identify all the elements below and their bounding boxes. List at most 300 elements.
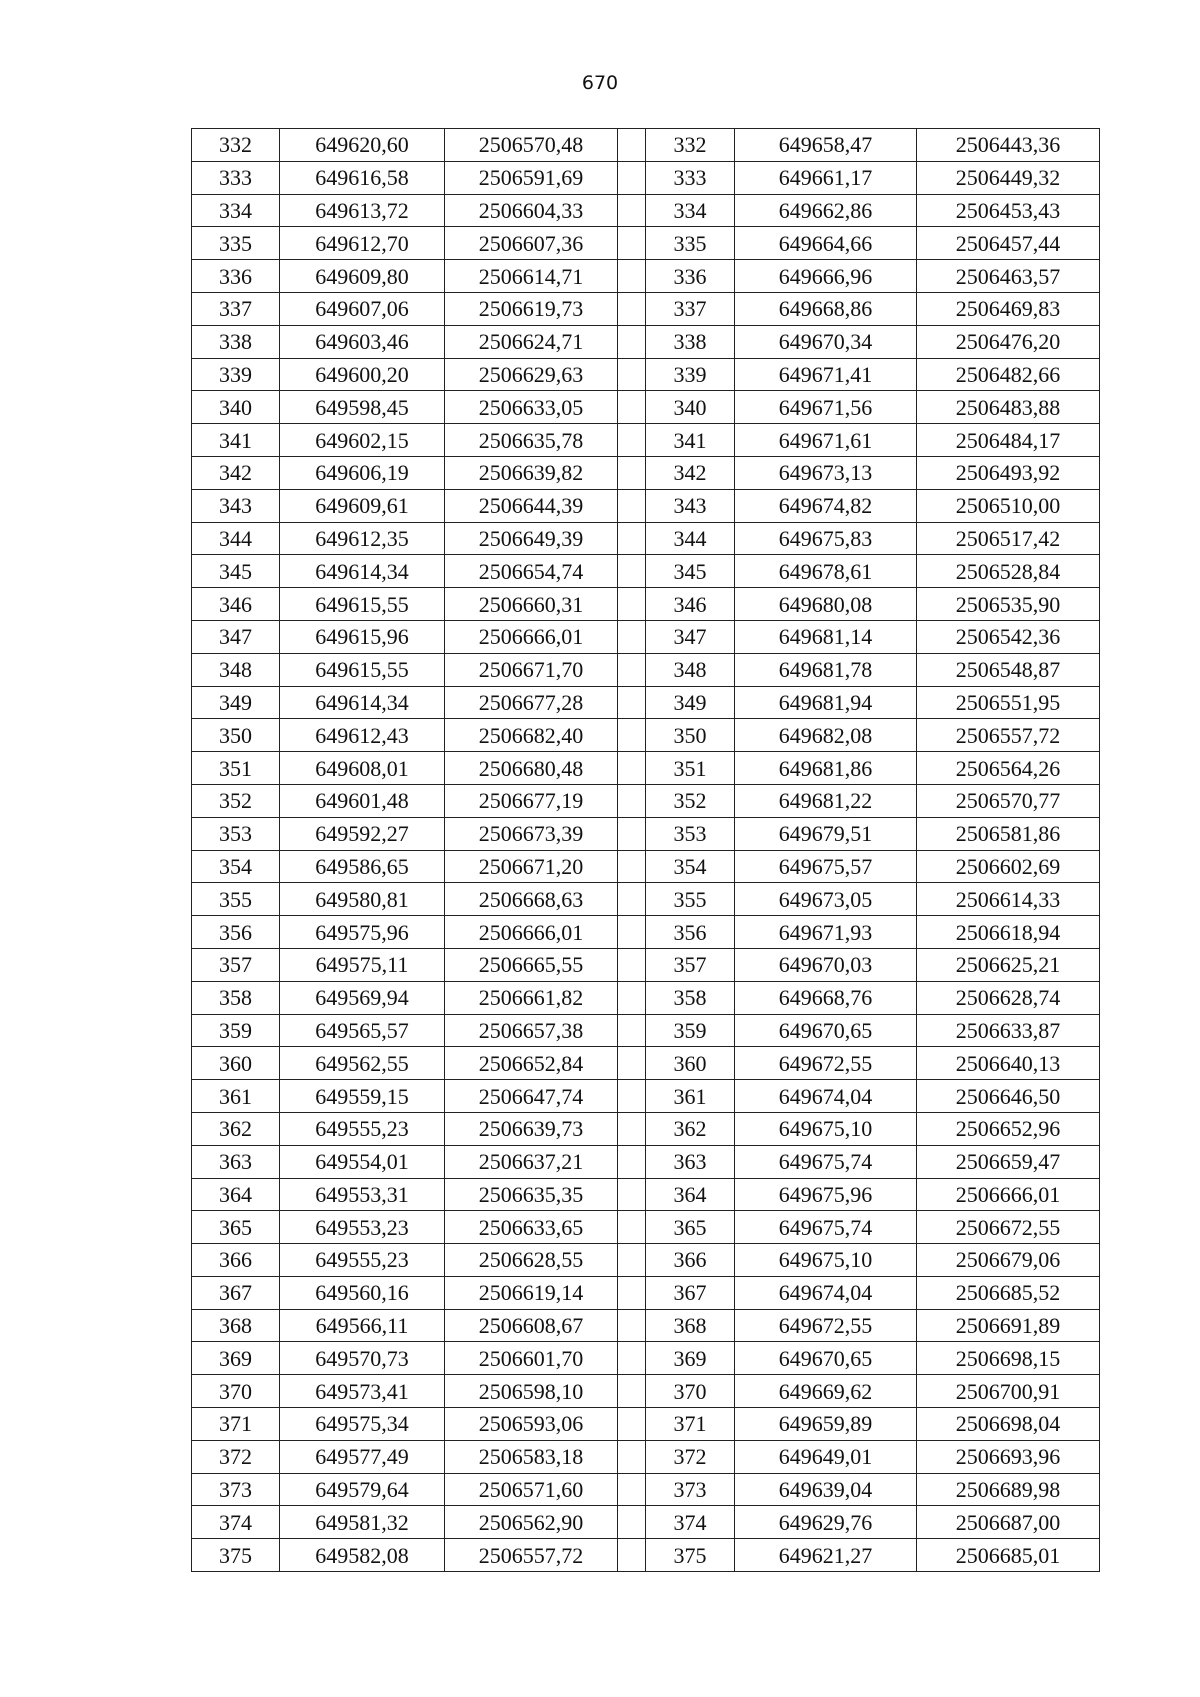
- left-y-coordinate-cell: 2506557,72: [445, 1539, 618, 1572]
- right-y-coordinate-cell: 2506557,72: [917, 719, 1100, 752]
- left-point-number-cell: 368: [192, 1309, 280, 1342]
- table-row: [192, 456, 1100, 489]
- right-point-number-cell: 365: [646, 1211, 735, 1244]
- spacer-cell: [618, 784, 646, 817]
- table-row: [192, 1506, 1100, 1539]
- left-y-coordinate-cell: 2506583,18: [445, 1440, 618, 1473]
- left-y-coordinate-cell: 2506601,70: [445, 1342, 618, 1375]
- right-point-number-cell: 375: [646, 1539, 735, 1572]
- right-x-coordinate-cell: 649681,86: [735, 752, 917, 785]
- left-y-coordinate-cell: 2506607,36: [445, 227, 618, 260]
- right-x-coordinate-cell: 649673,05: [735, 883, 917, 916]
- left-point-number-cell: 332: [192, 129, 280, 162]
- left-x-coordinate-cell: 649573,41: [280, 1375, 445, 1408]
- left-point-number-cell: 354: [192, 850, 280, 883]
- right-x-coordinate-cell: 649680,08: [735, 588, 917, 621]
- left-point-number-cell: 346: [192, 588, 280, 621]
- spacer-cell: [618, 817, 646, 850]
- right-x-coordinate-cell: 649675,74: [735, 1211, 917, 1244]
- left-x-coordinate-cell: 649612,35: [280, 522, 445, 555]
- spacer-cell: [618, 1276, 646, 1309]
- right-point-number-cell: 364: [646, 1178, 735, 1211]
- spacer-cell: [618, 1047, 646, 1080]
- spacer-cell: [618, 227, 646, 260]
- right-y-coordinate-cell: 2506484,17: [917, 424, 1100, 457]
- right-point-number-cell: 337: [646, 292, 735, 325]
- left-point-number-cell: 339: [192, 358, 280, 391]
- left-x-coordinate-cell: 649581,32: [280, 1506, 445, 1539]
- left-x-coordinate-cell: 649592,27: [280, 817, 445, 850]
- left-y-coordinate-cell: 2506633,05: [445, 391, 618, 424]
- left-y-coordinate-cell: 2506652,84: [445, 1047, 618, 1080]
- table-row: [192, 424, 1100, 457]
- left-x-coordinate-cell: 649600,20: [280, 358, 445, 391]
- right-y-coordinate-cell: 2506581,86: [917, 817, 1100, 850]
- right-point-number-cell: 347: [646, 620, 735, 653]
- right-point-number-cell: 367: [646, 1276, 735, 1309]
- spacer-cell: [618, 358, 646, 391]
- table-row: [192, 161, 1100, 194]
- right-point-number-cell: 361: [646, 1080, 735, 1113]
- right-x-coordinate-cell: 649668,76: [735, 981, 917, 1014]
- right-x-coordinate-cell: 649675,10: [735, 1244, 917, 1277]
- right-point-number-cell: 368: [646, 1309, 735, 1342]
- right-point-number-cell: 356: [646, 916, 735, 949]
- right-y-coordinate-cell: 2506510,00: [917, 489, 1100, 522]
- right-x-coordinate-cell: 649682,08: [735, 719, 917, 752]
- table-row: [192, 325, 1100, 358]
- left-x-coordinate-cell: 649555,23: [280, 1112, 445, 1145]
- right-y-coordinate-cell: 2506551,95: [917, 686, 1100, 719]
- right-point-number-cell: 366: [646, 1244, 735, 1277]
- left-x-coordinate-cell: 649559,15: [280, 1080, 445, 1113]
- right-point-number-cell: 344: [646, 522, 735, 555]
- right-y-coordinate-cell: 2506633,87: [917, 1014, 1100, 1047]
- right-point-number-cell: 357: [646, 948, 735, 981]
- left-y-coordinate-cell: 2506608,67: [445, 1309, 618, 1342]
- left-point-number-cell: 351: [192, 752, 280, 785]
- left-y-coordinate-cell: 2506637,21: [445, 1145, 618, 1178]
- left-x-coordinate-cell: 649615,96: [280, 620, 445, 653]
- left-point-number-cell: 343: [192, 489, 280, 522]
- spacer-cell: [618, 1014, 646, 1047]
- right-y-coordinate-cell: 2506457,44: [917, 227, 1100, 260]
- left-y-coordinate-cell: 2506647,74: [445, 1080, 618, 1113]
- right-x-coordinate-cell: 649659,89: [735, 1408, 917, 1441]
- left-x-coordinate-cell: 649566,11: [280, 1309, 445, 1342]
- right-y-coordinate-cell: 2506469,83: [917, 292, 1100, 325]
- table-row: [192, 1211, 1100, 1244]
- spacer-cell: [618, 1473, 646, 1506]
- right-x-coordinate-cell: 649649,01: [735, 1440, 917, 1473]
- right-point-number-cell: 358: [646, 981, 735, 1014]
- table-row: [192, 1342, 1100, 1375]
- left-y-coordinate-cell: 2506666,01: [445, 916, 618, 949]
- right-point-number-cell: 341: [646, 424, 735, 457]
- coordinates-table: [191, 128, 1100, 1572]
- right-y-coordinate-cell: 2506564,26: [917, 752, 1100, 785]
- right-y-coordinate-cell: 2506693,96: [917, 1440, 1100, 1473]
- left-x-coordinate-cell: 649575,96: [280, 916, 445, 949]
- table-row: [192, 522, 1100, 555]
- spacer-cell: [618, 620, 646, 653]
- right-y-coordinate-cell: 2506483,88: [917, 391, 1100, 424]
- right-x-coordinate-cell: 649681,78: [735, 653, 917, 686]
- right-y-coordinate-cell: 2506685,52: [917, 1276, 1100, 1309]
- left-point-number-cell: 337: [192, 292, 280, 325]
- right-y-coordinate-cell: 2506625,21: [917, 948, 1100, 981]
- left-y-coordinate-cell: 2506624,71: [445, 325, 618, 358]
- right-point-number-cell: 360: [646, 1047, 735, 1080]
- left-x-coordinate-cell: 649620,60: [280, 129, 445, 162]
- right-y-coordinate-cell: 2506698,04: [917, 1408, 1100, 1441]
- right-x-coordinate-cell: 649639,04: [735, 1473, 917, 1506]
- left-point-number-cell: 374: [192, 1506, 280, 1539]
- spacer-cell: [618, 1178, 646, 1211]
- right-y-coordinate-cell: 2506528,84: [917, 555, 1100, 588]
- table-row: [192, 292, 1100, 325]
- left-point-number-cell: 367: [192, 1276, 280, 1309]
- table-row: [192, 260, 1100, 293]
- right-y-coordinate-cell: 2506659,47: [917, 1145, 1100, 1178]
- right-x-coordinate-cell: 649675,57: [735, 850, 917, 883]
- left-y-coordinate-cell: 2506671,70: [445, 653, 618, 686]
- right-x-coordinate-cell: 649670,03: [735, 948, 917, 981]
- right-y-coordinate-cell: 2506666,01: [917, 1178, 1100, 1211]
- right-y-coordinate-cell: 2506691,89: [917, 1309, 1100, 1342]
- right-x-coordinate-cell: 649681,22: [735, 784, 917, 817]
- right-x-coordinate-cell: 649675,74: [735, 1145, 917, 1178]
- left-x-coordinate-cell: 649607,06: [280, 292, 445, 325]
- right-x-coordinate-cell: 649671,41: [735, 358, 917, 391]
- right-x-coordinate-cell: 649674,04: [735, 1276, 917, 1309]
- left-x-coordinate-cell: 649569,94: [280, 981, 445, 1014]
- table-row: [192, 1047, 1100, 1080]
- spacer-cell: [618, 1539, 646, 1572]
- right-y-coordinate-cell: 2506646,50: [917, 1080, 1100, 1113]
- spacer-cell: [618, 948, 646, 981]
- table-row: [192, 1112, 1100, 1145]
- spacer-cell: [618, 1211, 646, 1244]
- left-y-coordinate-cell: 2506673,39: [445, 817, 618, 850]
- right-y-coordinate-cell: 2506548,87: [917, 653, 1100, 686]
- table-row: [192, 1375, 1100, 1408]
- right-x-coordinate-cell: 649675,96: [735, 1178, 917, 1211]
- right-point-number-cell: 348: [646, 653, 735, 686]
- left-x-coordinate-cell: 649613,72: [280, 194, 445, 227]
- right-x-coordinate-cell: 649658,47: [735, 129, 917, 162]
- table-row: [192, 555, 1100, 588]
- table-row: [192, 1539, 1100, 1572]
- table-row: [192, 227, 1100, 260]
- left-y-coordinate-cell: 2506619,73: [445, 292, 618, 325]
- right-y-coordinate-cell: 2506476,20: [917, 325, 1100, 358]
- left-point-number-cell: 335: [192, 227, 280, 260]
- right-x-coordinate-cell: 649670,65: [735, 1014, 917, 1047]
- right-y-coordinate-cell: 2506685,01: [917, 1539, 1100, 1572]
- right-x-coordinate-cell: 649664,66: [735, 227, 917, 260]
- right-y-coordinate-cell: 2506652,96: [917, 1112, 1100, 1145]
- left-point-number-cell: 358: [192, 981, 280, 1014]
- table-row: [192, 784, 1100, 817]
- table-row: [192, 620, 1100, 653]
- left-point-number-cell: 344: [192, 522, 280, 555]
- left-point-number-cell: 365: [192, 1211, 280, 1244]
- left-y-coordinate-cell: 2506649,39: [445, 522, 618, 555]
- table-row: [192, 129, 1100, 162]
- right-x-coordinate-cell: 649674,82: [735, 489, 917, 522]
- table-row: [192, 850, 1100, 883]
- left-x-coordinate-cell: 649598,45: [280, 391, 445, 424]
- left-y-coordinate-cell: 2506604,33: [445, 194, 618, 227]
- right-point-number-cell: 352: [646, 784, 735, 817]
- left-x-coordinate-cell: 649577,49: [280, 1440, 445, 1473]
- right-x-coordinate-cell: 649672,55: [735, 1309, 917, 1342]
- left-y-coordinate-cell: 2506614,71: [445, 260, 618, 293]
- table-row: [192, 1408, 1100, 1441]
- left-x-coordinate-cell: 649614,34: [280, 686, 445, 719]
- spacer-cell: [618, 719, 646, 752]
- table-row: [192, 1244, 1100, 1277]
- right-x-coordinate-cell: 649672,55: [735, 1047, 917, 1080]
- left-y-coordinate-cell: 2506628,55: [445, 1244, 618, 1277]
- right-point-number-cell: 350: [646, 719, 735, 752]
- spacer-cell: [618, 391, 646, 424]
- left-point-number-cell: 350: [192, 719, 280, 752]
- spacer-cell: [618, 424, 646, 457]
- right-y-coordinate-cell: 2506614,33: [917, 883, 1100, 916]
- right-point-number-cell: 354: [646, 850, 735, 883]
- spacer-cell: [618, 1112, 646, 1145]
- spacer-cell: [618, 522, 646, 555]
- right-point-number-cell: 371: [646, 1408, 735, 1441]
- left-y-coordinate-cell: 2506591,69: [445, 161, 618, 194]
- left-y-coordinate-cell: 2506639,82: [445, 456, 618, 489]
- right-x-coordinate-cell: 649661,17: [735, 161, 917, 194]
- left-point-number-cell: 334: [192, 194, 280, 227]
- left-x-coordinate-cell: 649616,58: [280, 161, 445, 194]
- left-point-number-cell: 333: [192, 161, 280, 194]
- right-point-number-cell: 359: [646, 1014, 735, 1047]
- right-point-number-cell: 333: [646, 161, 735, 194]
- right-y-coordinate-cell: 2506449,32: [917, 161, 1100, 194]
- right-point-number-cell: 373: [646, 1473, 735, 1506]
- left-y-coordinate-cell: 2506665,55: [445, 948, 618, 981]
- right-x-coordinate-cell: 649621,27: [735, 1539, 917, 1572]
- right-x-coordinate-cell: 649662,86: [735, 194, 917, 227]
- left-x-coordinate-cell: 649614,34: [280, 555, 445, 588]
- left-x-coordinate-cell: 649615,55: [280, 588, 445, 621]
- left-y-coordinate-cell: 2506660,31: [445, 588, 618, 621]
- right-x-coordinate-cell: 649681,94: [735, 686, 917, 719]
- table-row: [192, 1309, 1100, 1342]
- left-y-coordinate-cell: 2506635,78: [445, 424, 618, 457]
- right-point-number-cell: 339: [646, 358, 735, 391]
- spacer-cell: [618, 161, 646, 194]
- left-y-coordinate-cell: 2506598,10: [445, 1375, 618, 1408]
- spacer-cell: [618, 1080, 646, 1113]
- right-x-coordinate-cell: 649671,93: [735, 916, 917, 949]
- right-x-coordinate-cell: 649681,14: [735, 620, 917, 653]
- table-row: [192, 1473, 1100, 1506]
- left-x-coordinate-cell: 649602,15: [280, 424, 445, 457]
- right-point-number-cell: 345: [646, 555, 735, 588]
- spacer-cell: [618, 1244, 646, 1277]
- right-x-coordinate-cell: 649670,34: [735, 325, 917, 358]
- left-point-number-cell: 362: [192, 1112, 280, 1145]
- left-point-number-cell: 361: [192, 1080, 280, 1113]
- left-y-coordinate-cell: 2506657,38: [445, 1014, 618, 1047]
- left-y-coordinate-cell: 2506677,19: [445, 784, 618, 817]
- left-y-coordinate-cell: 2506666,01: [445, 620, 618, 653]
- left-y-coordinate-cell: 2506661,82: [445, 981, 618, 1014]
- right-point-number-cell: 338: [646, 325, 735, 358]
- left-y-coordinate-cell: 2506629,63: [445, 358, 618, 391]
- spacer-cell: [618, 555, 646, 588]
- left-y-coordinate-cell: 2506668,63: [445, 883, 618, 916]
- right-x-coordinate-cell: 649629,76: [735, 1506, 917, 1539]
- spacer-cell: [618, 1440, 646, 1473]
- right-x-coordinate-cell: 649671,56: [735, 391, 917, 424]
- table-row: [192, 194, 1100, 227]
- table-row: [192, 1080, 1100, 1113]
- right-y-coordinate-cell: 2506679,06: [917, 1244, 1100, 1277]
- left-point-number-cell: 342: [192, 456, 280, 489]
- right-x-coordinate-cell: 649675,83: [735, 522, 917, 555]
- right-x-coordinate-cell: 649666,96: [735, 260, 917, 293]
- left-x-coordinate-cell: 649615,55: [280, 653, 445, 686]
- left-y-coordinate-cell: 2506633,65: [445, 1211, 618, 1244]
- left-point-number-cell: 353: [192, 817, 280, 850]
- spacer-cell: [618, 850, 646, 883]
- right-y-coordinate-cell: 2506517,42: [917, 522, 1100, 555]
- right-point-number-cell: 363: [646, 1145, 735, 1178]
- right-y-coordinate-cell: 2506602,69: [917, 850, 1100, 883]
- table-row: [192, 883, 1100, 916]
- right-point-number-cell: 372: [646, 1440, 735, 1473]
- left-x-coordinate-cell: 649579,64: [280, 1473, 445, 1506]
- spacer-cell: [618, 489, 646, 522]
- right-y-coordinate-cell: 2506640,13: [917, 1047, 1100, 1080]
- right-y-coordinate-cell: 2506618,94: [917, 916, 1100, 949]
- right-point-number-cell: 351: [646, 752, 735, 785]
- table-row: [192, 489, 1100, 522]
- left-y-coordinate-cell: 2506644,39: [445, 489, 618, 522]
- left-point-number-cell: 355: [192, 883, 280, 916]
- right-y-coordinate-cell: 2506463,57: [917, 260, 1100, 293]
- spacer-cell: [618, 194, 646, 227]
- spacer-cell: [618, 1309, 646, 1342]
- right-y-coordinate-cell: 2506700,91: [917, 1375, 1100, 1408]
- right-x-coordinate-cell: 649671,61: [735, 424, 917, 457]
- left-x-coordinate-cell: 649612,70: [280, 227, 445, 260]
- left-x-coordinate-cell: 649554,01: [280, 1145, 445, 1178]
- right-point-number-cell: 336: [646, 260, 735, 293]
- left-x-coordinate-cell: 649603,46: [280, 325, 445, 358]
- left-x-coordinate-cell: 649575,11: [280, 948, 445, 981]
- spacer-cell: [618, 456, 646, 489]
- left-point-number-cell: 364: [192, 1178, 280, 1211]
- right-y-coordinate-cell: 2506687,00: [917, 1506, 1100, 1539]
- left-y-coordinate-cell: 2506635,35: [445, 1178, 618, 1211]
- table-row: [192, 1440, 1100, 1473]
- table-row: [192, 1276, 1100, 1309]
- table-row: [192, 1145, 1100, 1178]
- spacer-cell: [618, 1506, 646, 1539]
- left-y-coordinate-cell: 2506639,73: [445, 1112, 618, 1145]
- left-point-number-cell: 360: [192, 1047, 280, 1080]
- left-x-coordinate-cell: 649582,08: [280, 1539, 445, 1572]
- left-point-number-cell: 352: [192, 784, 280, 817]
- right-y-coordinate-cell: 2506453,43: [917, 194, 1100, 227]
- left-point-number-cell: 336: [192, 260, 280, 293]
- table-row: [192, 948, 1100, 981]
- left-x-coordinate-cell: 649570,73: [280, 1342, 445, 1375]
- right-point-number-cell: 335: [646, 227, 735, 260]
- right-y-coordinate-cell: 2506698,15: [917, 1342, 1100, 1375]
- table-row: [192, 981, 1100, 1014]
- right-y-coordinate-cell: 2506672,55: [917, 1211, 1100, 1244]
- table-row: [192, 1178, 1100, 1211]
- page-number: 670: [581, 72, 619, 94]
- right-y-coordinate-cell: 2506443,36: [917, 129, 1100, 162]
- table-row: [192, 588, 1100, 621]
- table-row: [192, 391, 1100, 424]
- left-point-number-cell: 372: [192, 1440, 280, 1473]
- left-y-coordinate-cell: 2506680,48: [445, 752, 618, 785]
- right-point-number-cell: 343: [646, 489, 735, 522]
- left-x-coordinate-cell: 649555,23: [280, 1244, 445, 1277]
- spacer-cell: [618, 1145, 646, 1178]
- left-point-number-cell: 341: [192, 424, 280, 457]
- left-x-coordinate-cell: 649586,65: [280, 850, 445, 883]
- left-y-coordinate-cell: 2506571,60: [445, 1473, 618, 1506]
- table-row: [192, 752, 1100, 785]
- right-y-coordinate-cell: 2506570,77: [917, 784, 1100, 817]
- left-x-coordinate-cell: 649560,16: [280, 1276, 445, 1309]
- left-y-coordinate-cell: 2506682,40: [445, 719, 618, 752]
- left-x-coordinate-cell: 649612,43: [280, 719, 445, 752]
- right-x-coordinate-cell: 649675,10: [735, 1112, 917, 1145]
- right-x-coordinate-cell: 649669,62: [735, 1375, 917, 1408]
- right-point-number-cell: 353: [646, 817, 735, 850]
- right-x-coordinate-cell: 649670,65: [735, 1342, 917, 1375]
- right-y-coordinate-cell: 2506628,74: [917, 981, 1100, 1014]
- left-x-coordinate-cell: 649580,81: [280, 883, 445, 916]
- spacer-cell: [618, 588, 646, 621]
- left-x-coordinate-cell: 649601,48: [280, 784, 445, 817]
- spacer-cell: [618, 1375, 646, 1408]
- right-point-number-cell: 342: [646, 456, 735, 489]
- left-y-coordinate-cell: 2506619,14: [445, 1276, 618, 1309]
- left-point-number-cell: 348: [192, 653, 280, 686]
- left-y-coordinate-cell: 2506593,06: [445, 1408, 618, 1441]
- right-point-number-cell: 332: [646, 129, 735, 162]
- left-point-number-cell: 359: [192, 1014, 280, 1047]
- left-point-number-cell: 345: [192, 555, 280, 588]
- spacer-cell: [618, 292, 646, 325]
- left-y-coordinate-cell: 2506671,20: [445, 850, 618, 883]
- spacer-cell: [618, 325, 646, 358]
- left-y-coordinate-cell: 2506654,74: [445, 555, 618, 588]
- right-point-number-cell: 369: [646, 1342, 735, 1375]
- left-point-number-cell: 373: [192, 1473, 280, 1506]
- right-x-coordinate-cell: 649668,86: [735, 292, 917, 325]
- left-point-number-cell: 375: [192, 1539, 280, 1572]
- right-point-number-cell: 374: [646, 1506, 735, 1539]
- right-point-number-cell: 340: [646, 391, 735, 424]
- left-x-coordinate-cell: 649553,31: [280, 1178, 445, 1211]
